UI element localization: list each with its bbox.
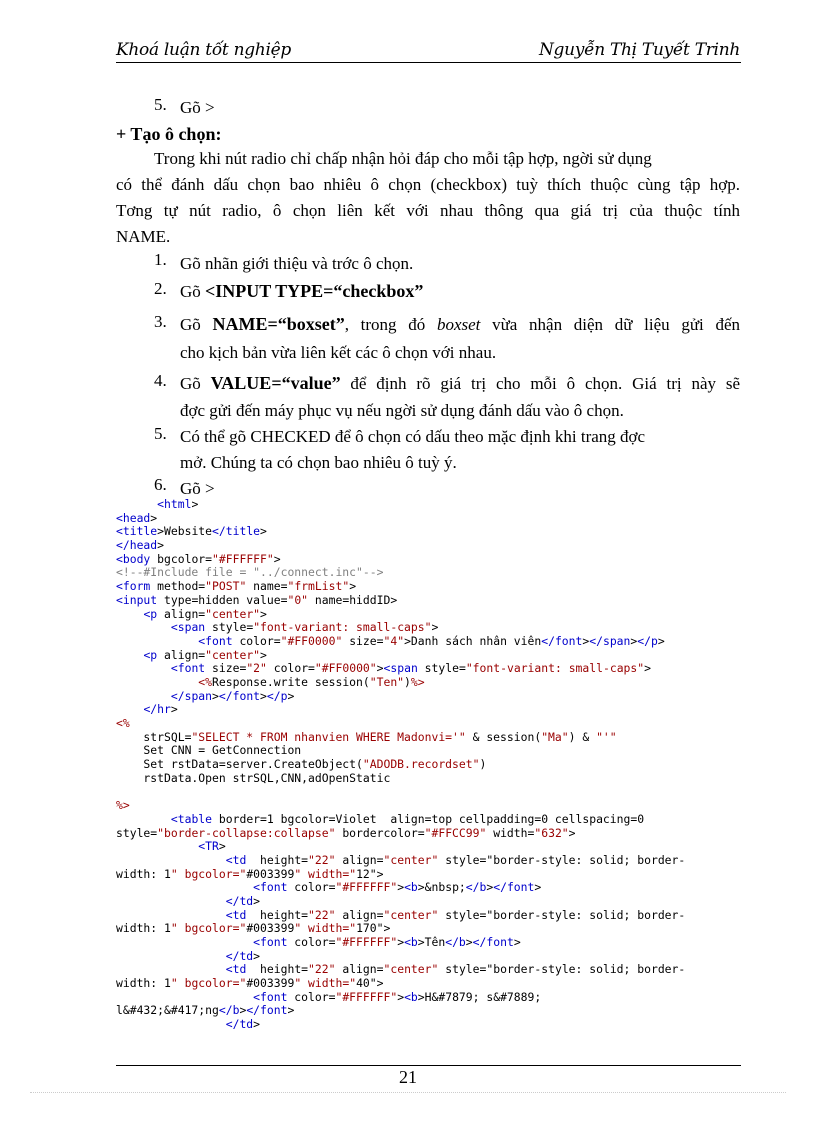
code-line: <font color="#FFFFFF"><b>&nbsp;</b></font> [253,880,542,895]
code-line: <td height="22" align="center" style="border-style: solid; border- [225,962,686,977]
code-line: l&#432;&#417;ng</b></font> [116,1003,295,1018]
code-line: <font color="#FFFFFF"><b>H&#7879; s&#7889; [253,989,542,1004]
code-line: <%Response.write session("Ten")%> [198,674,425,689]
step-6-number: 6. [154,475,167,494]
code-line: width: 1" bgcolor="#003399" width="170"> [116,921,391,936]
prev-step-number: 5. [154,95,167,114]
code-line: </td> [225,893,261,908]
step-3-italic: boxset [436,315,481,334]
code-line: </td> [225,948,261,963]
header-author: Nguyễn Thị Tuyết Trinh [538,40,740,60]
step-2-pre: Gõ [180,282,206,301]
code-line: <TR> [198,839,226,854]
step-5-line-1: Có thể gõ CHECKED để ô chọn có dấu theo mặc định khi trang đợc [180,427,646,446]
code-line: Set rstData=server.CreateObject("ADODB.recordset") [116,757,487,772]
code-line: <head> [116,510,158,525]
footer-rule [116,1065,741,1066]
step-4-line-1 [180,370,740,397]
code-line: <% [116,716,130,730]
code-line: <table border=1 bgcolor=Violet align=top cellpadding=0 cellspacing=0 [170,811,645,826]
step-4-post: để định rõ giá trị cho mỗi ô chọn. Giá trị này sẽ [340,374,740,393]
code-line: width: 1" bgcolor="#003399" width="12"> [116,866,384,881]
code-line: width: 1" bgcolor="#003399" width="40"> [116,976,384,991]
step-5-line-2: mở. Chúng ta có chọn bao nhiêu ô tuỳ ý. [180,453,457,472]
code-line: <font color="#FFFFFF"><b>Tên</b></font> [253,935,521,949]
step-4-line-2: đợc gửi đến máy phục vụ nếu ngời sử dụng đánh dấu vào ô chọn. [180,401,624,420]
code-line: %> [116,798,130,813]
step-4-pre: Gõ [180,374,211,393]
code-line: <body bgcolor="#FFFFFF"> [116,551,281,566]
code-line: rstData.Open strSQL,CNN,adOpenStatic [116,770,391,785]
code-line: <title>Website</title> [116,524,267,539]
intro-line-1: Trong khi nút radio chỉ chấp nhận hỏi đáp cho mỗi tập hợp, ngời sử dụng [154,149,652,168]
code-line: <!--#Include file = "../connect.inc"--> [116,565,384,580]
page-header [116,40,740,62]
step-3-post: vừa nhận diện dữ liệu gửi đến [480,315,741,334]
step-1-text: Gõ nhãn giới thiệu và trớc ô chọn. [180,254,414,273]
code-line [116,785,746,799]
code-line: <td height="22" align="center" style="border-style: solid; border- [225,907,686,922]
code-line: <font size="2" color="#FF0000"><span style="font-variant: small-caps"> [170,661,651,676]
code-line: </head> [116,538,165,553]
step-3-mid: , trong đó [344,315,437,334]
step-6-text: Gõ > [180,479,215,498]
code-line: <td height="22" align="center" style="border-style: solid; border- [225,852,686,867]
code-line: <html> [157,497,199,511]
intro-line-2: có thể đánh dấu chọn bao nhiêu ô chọn (checkbox) tuỳ thích thuộc cùng tập hợp. [116,175,740,194]
code-line: <p align="center"> [143,647,267,662]
code-line: </span></font></p> [170,688,295,703]
code-listing [116,498,746,1032]
code-line: Set CNN = GetConnection [116,743,302,758]
page-edge-dots [30,1092,786,1093]
step-3-code: NAME=“boxset” [212,314,345,334]
header-left-title: Khoá luận tốt nghiệp [116,40,291,60]
section-title: + Tạo ô chọn: [116,124,222,144]
step-2-text [180,278,740,305]
step-5-number: 5. [154,424,167,443]
code-line: style="border-collapse:collapse" bordercolor="#FFCC99" width="632"> [116,825,576,840]
header-rule [116,62,741,63]
step-3-line-1 [180,311,740,338]
code-line: <p align="center"> [143,606,267,621]
intro-line-4: NAME. [116,227,171,246]
code-line: <form method="POST" name="frmList"> [116,579,357,594]
code-line: </td> [225,1017,261,1032]
code-line: <font color="#FF0000" size="4">Danh sách nhân viên</font></span></p> [198,633,665,648]
step-4-number: 4. [154,371,167,390]
step-4-code: VALUE=“value” [210,373,341,393]
page-number: 21 [399,1067,417,1087]
code-line: <input type=hidden value="0" name=hiddID> [116,592,398,607]
code-line: </hr> [143,702,178,717]
intro-line-3: Tơng tự nút radio, ô chọn liên kết với nhau thông qua giá trị của thuộc tính [116,201,740,220]
step-2-code: <INPUT TYPE=“checkbox” [205,281,424,301]
code-line: strSQL="SELECT * FROM nhanvien WHERE Madonvi='" & session("Ma") & "'" [116,729,617,744]
step-3-line-2: cho kịch bản vừa liên kết các ô chọn với nhau. [180,343,497,362]
code-line: <span style="font-variant: small-caps"> [170,620,439,635]
step-3-number: 3. [154,312,167,331]
step-1-number: 1. [154,250,167,269]
prev-step-text: Gõ > [180,98,215,117]
step-3-pre: Gõ [180,315,213,334]
step-2-number: 2. [154,279,167,298]
